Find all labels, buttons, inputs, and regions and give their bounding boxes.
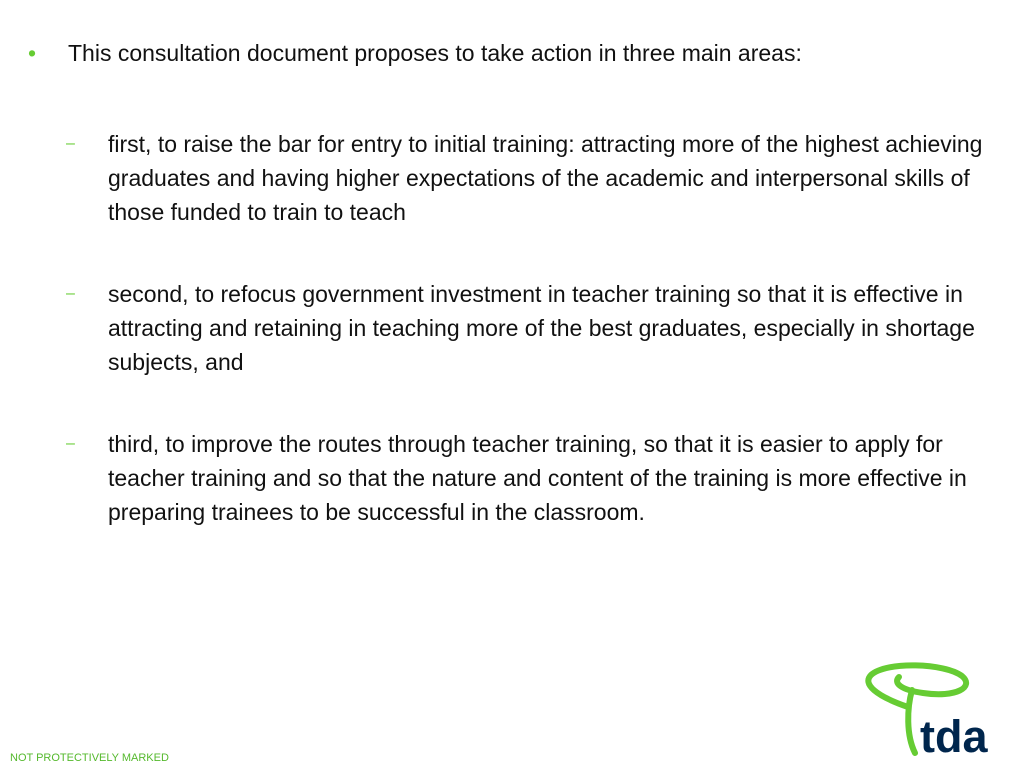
sub-bullet-dash-icon: – [66, 435, 75, 452]
sub-point-text: first, to raise the bar for entry to initial training: attracting more of the highest achieving graduates and having higher expectations of the academic and interpersonal skills of those funded to train to teach [108, 131, 983, 225]
sub-point-third [66, 427, 991, 529]
sub-point-first [66, 127, 991, 229]
bullet-icon: • [28, 40, 37, 66]
protective-marking-label: NOT PROTECTIVELY MARKED [10, 752, 169, 764]
tda-logo-text: tda [920, 711, 988, 760]
tda-logo-icon [858, 662, 1004, 760]
main-bullet-item [28, 36, 998, 70]
sub-point-text: second, to refocus government investment in teacher training so that it is effective in attracting and retaining in teaching more of the best graduates, especially in shortage subjects, and [108, 281, 975, 375]
sub-point-list [66, 127, 991, 577]
main-bullet-text: This consultation document proposes to take action in three main areas: [68, 40, 802, 66]
sub-point-second [66, 277, 991, 379]
sub-bullet-dash-icon: – [66, 285, 75, 302]
sub-point-text: third, to improve the routes through teacher training, so that it is easier to apply for teacher training and so that the nature and content of the training is more effective in preparing trainees to be successful in the classroom. [108, 431, 967, 525]
sub-bullet-dash-icon: – [66, 135, 75, 152]
